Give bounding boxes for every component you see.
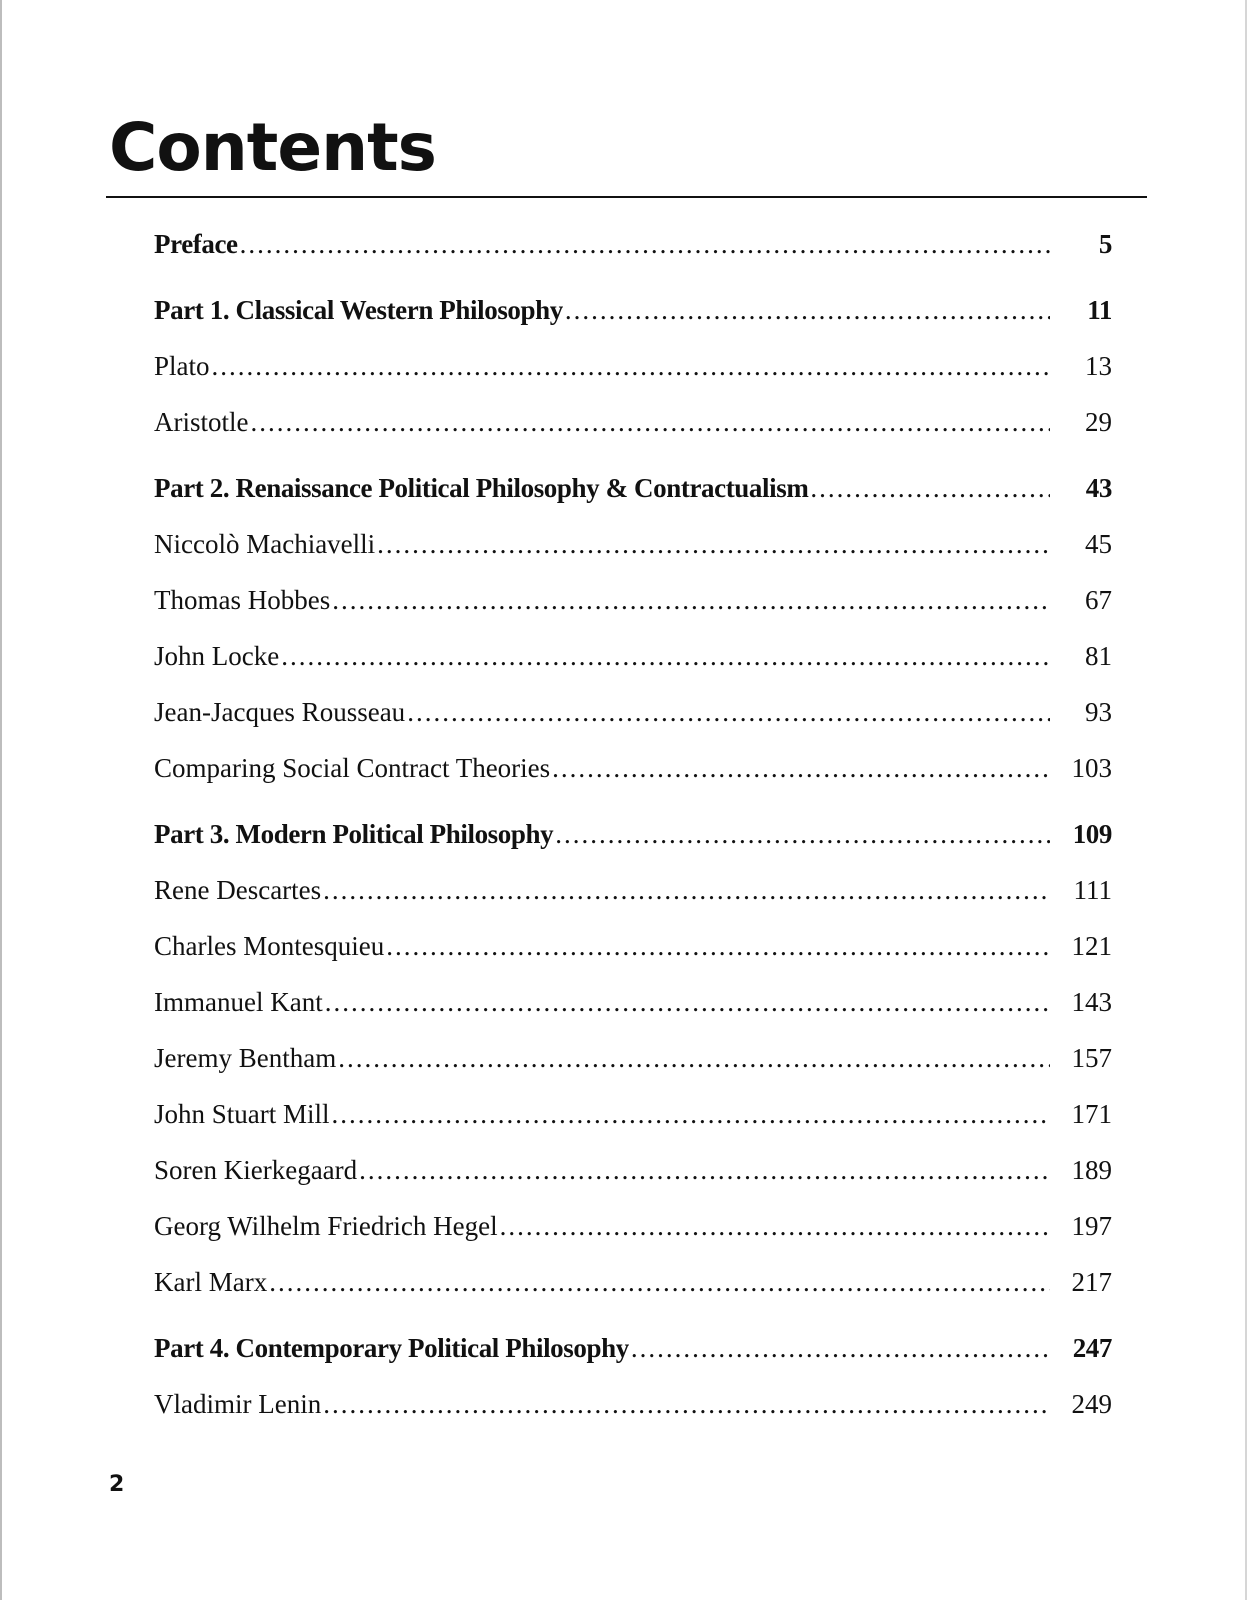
toc-entry-marx[interactable] <box>154 1254 1112 1310</box>
toc-entry-hegel[interactable] <box>154 1198 1112 1254</box>
dot-leader <box>555 806 1050 862</box>
toc-page-number: 249 <box>1071 1389 1112 1419</box>
toc-entry-label: Preface <box>154 229 238 259</box>
toc-page-number: 45 <box>1085 529 1112 559</box>
dot-leader <box>323 1376 1050 1432</box>
toc-page-number: 217 <box>1071 1267 1112 1297</box>
toc-page-number: 197 <box>1071 1211 1112 1241</box>
toc-entry-lenin[interactable] <box>154 1376 1112 1432</box>
dot-leader <box>552 740 1050 796</box>
table-of-contents <box>154 216 1112 1432</box>
toc-entry-label: Plato <box>154 351 210 381</box>
dot-leader <box>212 338 1050 394</box>
toc-page-number: 157 <box>1071 1043 1112 1073</box>
dot-leader <box>359 1142 1050 1198</box>
dot-leader <box>386 918 1050 974</box>
toc-entry-label: Comparing Social Contract Theories <box>154 753 551 783</box>
dot-leader <box>269 1254 1050 1310</box>
toc-entry-label: Charles Montesquieu <box>154 931 385 961</box>
dot-leader <box>251 394 1051 450</box>
dot-leader <box>325 974 1050 1030</box>
toc-entry-kant[interactable] <box>154 974 1112 1030</box>
dot-leader <box>332 572 1050 628</box>
toc-page-number: 93 <box>1085 697 1112 727</box>
toc-entry-part-1[interactable] <box>154 282 1112 338</box>
dot-leader <box>500 1198 1050 1254</box>
toc-entry-mill[interactable] <box>154 1086 1112 1142</box>
toc-entry-label: Part 2. Renaissance Political Philosophy & Contractualism <box>154 473 809 503</box>
toc-entry-label: John Locke <box>154 641 280 671</box>
toc-entry-label: Jeremy Bentham <box>154 1043 337 1073</box>
dot-leader <box>377 516 1050 572</box>
toc-entry-label: Jean-Jacques Rousseau <box>154 697 406 727</box>
toc-entry-preface[interactable] <box>154 216 1112 272</box>
toc-page-number: 103 <box>1071 753 1112 783</box>
dot-leader <box>323 862 1050 918</box>
title-rule <box>106 196 1147 198</box>
dot-leader <box>332 1086 1050 1142</box>
toc-entry-social-contract[interactable] <box>154 740 1112 796</box>
toc-entry-part-3[interactable] <box>154 806 1112 862</box>
toc-page-number: 143 <box>1071 987 1112 1017</box>
toc-page-number: 67 <box>1085 585 1112 615</box>
toc-page-number: 81 <box>1085 641 1112 671</box>
dot-leader <box>565 282 1050 338</box>
toc-entry-part-2[interactable] <box>154 460 1112 516</box>
toc-entry-descartes[interactable] <box>154 862 1112 918</box>
toc-entry-hobbes[interactable] <box>154 572 1112 628</box>
toc-entry-label: Thomas Hobbes <box>154 585 331 615</box>
toc-page-number: 11 <box>1087 295 1112 325</box>
toc-page-number: 171 <box>1071 1099 1112 1129</box>
toc-entry-label: Rene Descartes <box>154 875 322 905</box>
toc-entry-rousseau[interactable] <box>154 684 1112 740</box>
toc-entry-label: Georg Wilhelm Friedrich Hegel <box>154 1211 498 1241</box>
toc-page-number: 121 <box>1071 931 1112 961</box>
toc-entry-montesquieu[interactable] <box>154 918 1112 974</box>
toc-page-number: 247 <box>1072 1333 1112 1363</box>
toc-page-number: 29 <box>1085 407 1112 437</box>
toc-entry-machiavelli[interactable] <box>154 516 1112 572</box>
toc-page-number: 111 <box>1073 875 1112 905</box>
toc-entry-plato[interactable] <box>154 338 1112 394</box>
toc-page-number: 109 <box>1072 819 1112 849</box>
dot-leader <box>810 460 1050 516</box>
dot-leader <box>407 684 1050 740</box>
page-title: Contents <box>109 109 436 186</box>
toc-entry-label: Part 1. Classical Western Philosophy <box>154 295 563 325</box>
toc-page-number: 5 <box>1098 229 1112 259</box>
dot-leader <box>281 628 1050 684</box>
toc-entry-label: Immanuel Kant <box>154 987 323 1017</box>
toc-page-number: 189 <box>1071 1155 1112 1185</box>
toc-entry-locke[interactable] <box>154 628 1112 684</box>
dot-leader <box>631 1320 1050 1376</box>
toc-entry-label: Aristotle <box>154 407 249 437</box>
toc-page-number: 43 <box>1085 473 1112 503</box>
page-number: 2 <box>109 1472 125 1497</box>
toc-entry-aristotle[interactable] <box>154 394 1112 450</box>
toc-entry-label: Vladimir Lenin <box>154 1389 322 1419</box>
toc-entry-bentham[interactable] <box>154 1030 1112 1086</box>
toc-entry-label: Karl Marx <box>154 1267 268 1297</box>
dot-leader <box>338 1030 1050 1086</box>
toc-page-number: 13 <box>1085 351 1112 381</box>
toc-entry-label: Part 3. Modern Political Philosophy <box>154 819 554 849</box>
dot-leader <box>240 216 1050 272</box>
toc-entry-label: Soren Kierkegaard <box>154 1155 358 1185</box>
toc-entry-kierkegaard[interactable] <box>154 1142 1112 1198</box>
toc-entry-part-4[interactable] <box>154 1320 1112 1376</box>
toc-entry-label: Part 4. Contemporary Political Philosophy <box>154 1333 629 1363</box>
toc-entry-label: John Stuart Mill <box>154 1099 330 1129</box>
toc-entry-label: Niccolò Machiavelli <box>154 529 376 559</box>
